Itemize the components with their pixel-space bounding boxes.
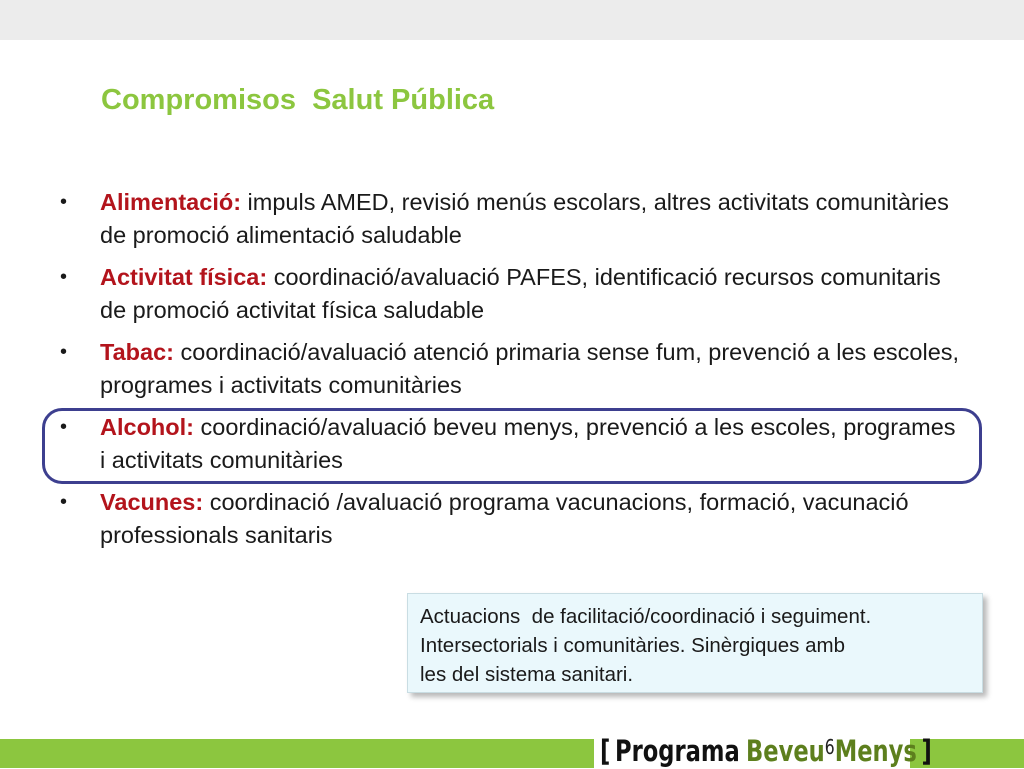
bullet-label: Activitat física: bbox=[100, 264, 268, 290]
note-box: Actuacions de facilitació/coordinació i seguiment. Intersectorials i comunitàries. Sinèrgiques amb les del sistema sanitari. bbox=[407, 593, 983, 693]
bullet-text: coordinació/avaluació PAFES, identificació recursos comunitaris de promoció activitat física saludable bbox=[100, 264, 941, 323]
bullet-dot: • bbox=[60, 341, 68, 363]
bullet-dot: • bbox=[60, 191, 68, 213]
bullet-text: coordinació/avaluació beveu menys, prevenció a les escoles, programes i activitats comunitàries bbox=[100, 414, 956, 473]
bullet-text: coordinació/avaluació atenció primaria sense fum, prevenció a les escoles, programes i activitats comunitàries bbox=[100, 339, 960, 398]
bullet-activitat-fisica bbox=[60, 261, 960, 327]
logo-programa: Programa bbox=[615, 734, 740, 768]
logo-open-bracket: [ bbox=[600, 734, 611, 768]
slide-title: Compromisos Salut Pública bbox=[101, 84, 495, 116]
bullet-label: Alimentació: bbox=[100, 189, 242, 215]
bullet-label: Alcohol: bbox=[100, 414, 194, 440]
bullet-tabac bbox=[60, 336, 960, 402]
logo-menys: Menys bbox=[834, 734, 917, 768]
programa-beveu-menys-logo bbox=[600, 733, 932, 769]
bullet-text: impuls AMED, revisió menús escolars, altres activitats comunitàries de promoció alimentació saludable bbox=[100, 189, 949, 248]
bullet-vacunes bbox=[60, 486, 960, 552]
bullet-list bbox=[60, 186, 960, 561]
top-band bbox=[0, 0, 1024, 40]
bullet-alimentacio bbox=[60, 186, 960, 252]
bullet-dot: • bbox=[60, 416, 68, 438]
bullet-label: Tabac: bbox=[100, 339, 174, 365]
alcohol-highlight-ring bbox=[42, 408, 982, 484]
logo-close-bracket: ] bbox=[921, 734, 932, 768]
page-number: 6 bbox=[824, 735, 835, 759]
logo-beveu: Beveu bbox=[745, 734, 825, 768]
bullet-text: coordinació /avaluació programa vacunacions, formació, vacunació professionals sanitaris bbox=[100, 489, 909, 548]
bullet-dot: • bbox=[60, 266, 68, 288]
bullet-label: Vacunes: bbox=[100, 489, 204, 515]
bullet-dot: • bbox=[60, 491, 68, 513]
